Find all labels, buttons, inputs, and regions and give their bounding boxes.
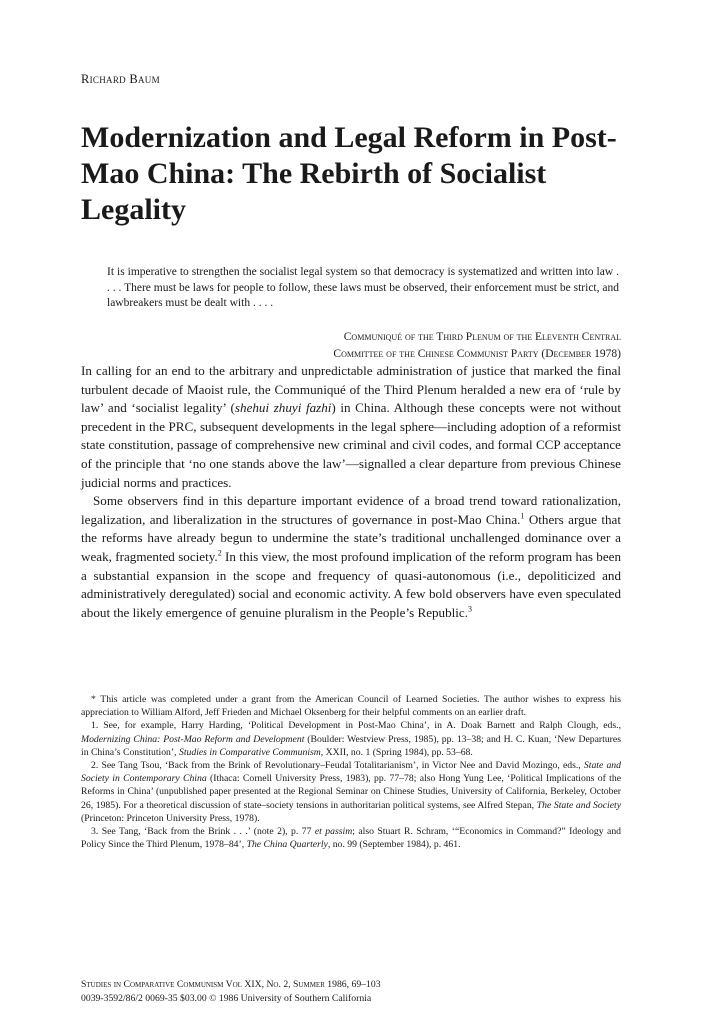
footnote-1-text-b: (Boulder: Westview Press, 1985), pp. 13–38; and H. C. Kuan, ‘New Departures in China’s Constitution’, bbox=[81, 733, 621, 758]
footnote-3-journal: The China Quarterly bbox=[246, 839, 328, 851]
footnote-3-text-b: ; also Stuart R. Schram, ‘“Economics in Command?” Ideology and Policy Since the Third Plenum, 1978–84’, bbox=[81, 826, 622, 851]
author-name: Richard Baum bbox=[81, 72, 160, 86]
paragraph-1 bbox=[81, 362, 621, 492]
footnote-ref-3[interactable]: 3 bbox=[468, 604, 473, 614]
paragraph-2-text-c: In this view, the most profound implication of the reform program has been a substantial expansion in the scope and frequency of quasi-autonomous (i.e., depoliticized and administratively deregulated) social and economic activity. A few bold observers have even speculated about the likely emergence of genuine pluralism in the People’s Republic. bbox=[81, 548, 621, 620]
footnote-1-journal: Studies in Comparative Communism bbox=[178, 746, 321, 758]
paragraph-1-text-a: In calling for an end to the arbitrary and unpredictable administration of justice that marked the final turbulent decade of Maoist rule, the Communiqué of the Third Plenum heralded a new era of ‘rule by law’ and ‘socialist legality’ ( bbox=[81, 363, 621, 416]
paragraph-2 bbox=[81, 492, 621, 622]
footnote-1-text-c: , XXII, no. 1 (Spring 1984), pp. 53–68. bbox=[320, 746, 473, 758]
epigraph-attribution bbox=[81, 329, 621, 363]
epigraph-quote: It is imperative to strengthen the socialist legal system so that democracy is systematized and written into law . . . . There must be laws for people to follow, these laws must be observed, their enforcement must be strict, and lawbreakers must be dealt with . . . . bbox=[107, 266, 619, 309]
paragraph-1-text-b: ) in China. Although these concepts were not without precedent in the PRC, subsequent developments in the legal sphere—including adoption of a reformist state constitution, passage of comprehensive new criminal and civil codes, and formal CCP acceptance of the principle that ‘no one stands above the law’—signalled a clear departure from previous Chinese judicial norms and practices. bbox=[81, 400, 621, 490]
footnote-ref-1[interactable]: 1 bbox=[520, 511, 525, 521]
journal-copyright: 0039-3592/86/2 0069-35 $03.00 © 1986 University of Southern California bbox=[81, 992, 372, 1004]
footnote-ref-2[interactable]: 2 bbox=[217, 548, 222, 558]
footnote-2-book: State and Society in Contemporary China bbox=[81, 760, 621, 785]
footnote-1-book: Modernizing China: Post-Mao Reform and Development bbox=[81, 733, 305, 745]
body-text bbox=[81, 362, 621, 622]
footnote-star: * This article was completed under a grant from the American Council of Learned Societies. The author wishes to express his appreciation to William Alford, Jeff Frieden and Michael Oksenberg for their helpful comments on an earlier draft. bbox=[81, 694, 621, 719]
epigraph-source-line1: Communiqué of the Third Plenum of the Eleventh Central bbox=[343, 331, 621, 343]
footnote-3-text-a: 3. See Tang, ‘Back from the Brink . . .’ (note 2), p. 77 bbox=[91, 826, 315, 838]
article-title: Modernization and Legal Reform in Post-Mao China: The Rebirth of Socialist Legality bbox=[81, 121, 617, 226]
footnote-2-text-b: (Ithaca: Cornell University Press, 1983), pp. 77–78; also Hong Yung Lee, ‘Political Implications of the Reforms in China’ (unpublished paper presented at the Regional Seminar on Chinese Studies, University of California, Berkeley, October 26, 1985). For a theoretical discussion of state–society tensions in authoritarian political systems, see Alfred Stepan, bbox=[81, 773, 621, 811]
footnotes bbox=[81, 693, 621, 851]
footnote-2-text-c: (Princeton: Princeton University Press, 1978). bbox=[81, 812, 260, 824]
journal-citation: Studies in Comparative Communism Vol XIX, No. 2, Summer 1986, 69–103 bbox=[81, 979, 381, 990]
paragraph-2-text-a: Some observers find in this departure important evidence of a broad trend toward rationalization, legalization, and liberalization in the structures of governance in post-Mao China. bbox=[81, 493, 621, 527]
footnote-1-text-a: 1. See, for example, Harry Harding, ‘Political Development in Post-Mao China’, in A. Doak Barnett and Ralph Clough, eds., bbox=[91, 720, 621, 732]
footnote-1 bbox=[81, 719, 621, 759]
journal-info bbox=[81, 978, 621, 1005]
epigraph-source-line2: Committee of the Chinese Communist Party (December 1978) bbox=[333, 348, 621, 360]
footnote-2-text-a: 2. See Tang Tsou, ‘Back from the Brink of Revolutionary–Feudal Totalitarianism’, in Victor Nee and David Mozingo, eds., bbox=[91, 760, 584, 772]
footnote-3-text-c: , no. 99 (September 1984), p. 461. bbox=[327, 839, 461, 851]
footnote-2-book-2: The State and Society bbox=[536, 799, 622, 811]
footnote-2 bbox=[81, 759, 621, 825]
paragraph-2-text-b: Others argue that the reforms have already begun to undermine the state’s traditional unchallenged dominance over a weak, fragmented society. bbox=[81, 511, 621, 564]
footnote-3-latin: et passim bbox=[314, 826, 353, 838]
footnote-3 bbox=[81, 825, 621, 851]
pinyin-term: shehui zhuyi fazhi bbox=[234, 400, 332, 416]
